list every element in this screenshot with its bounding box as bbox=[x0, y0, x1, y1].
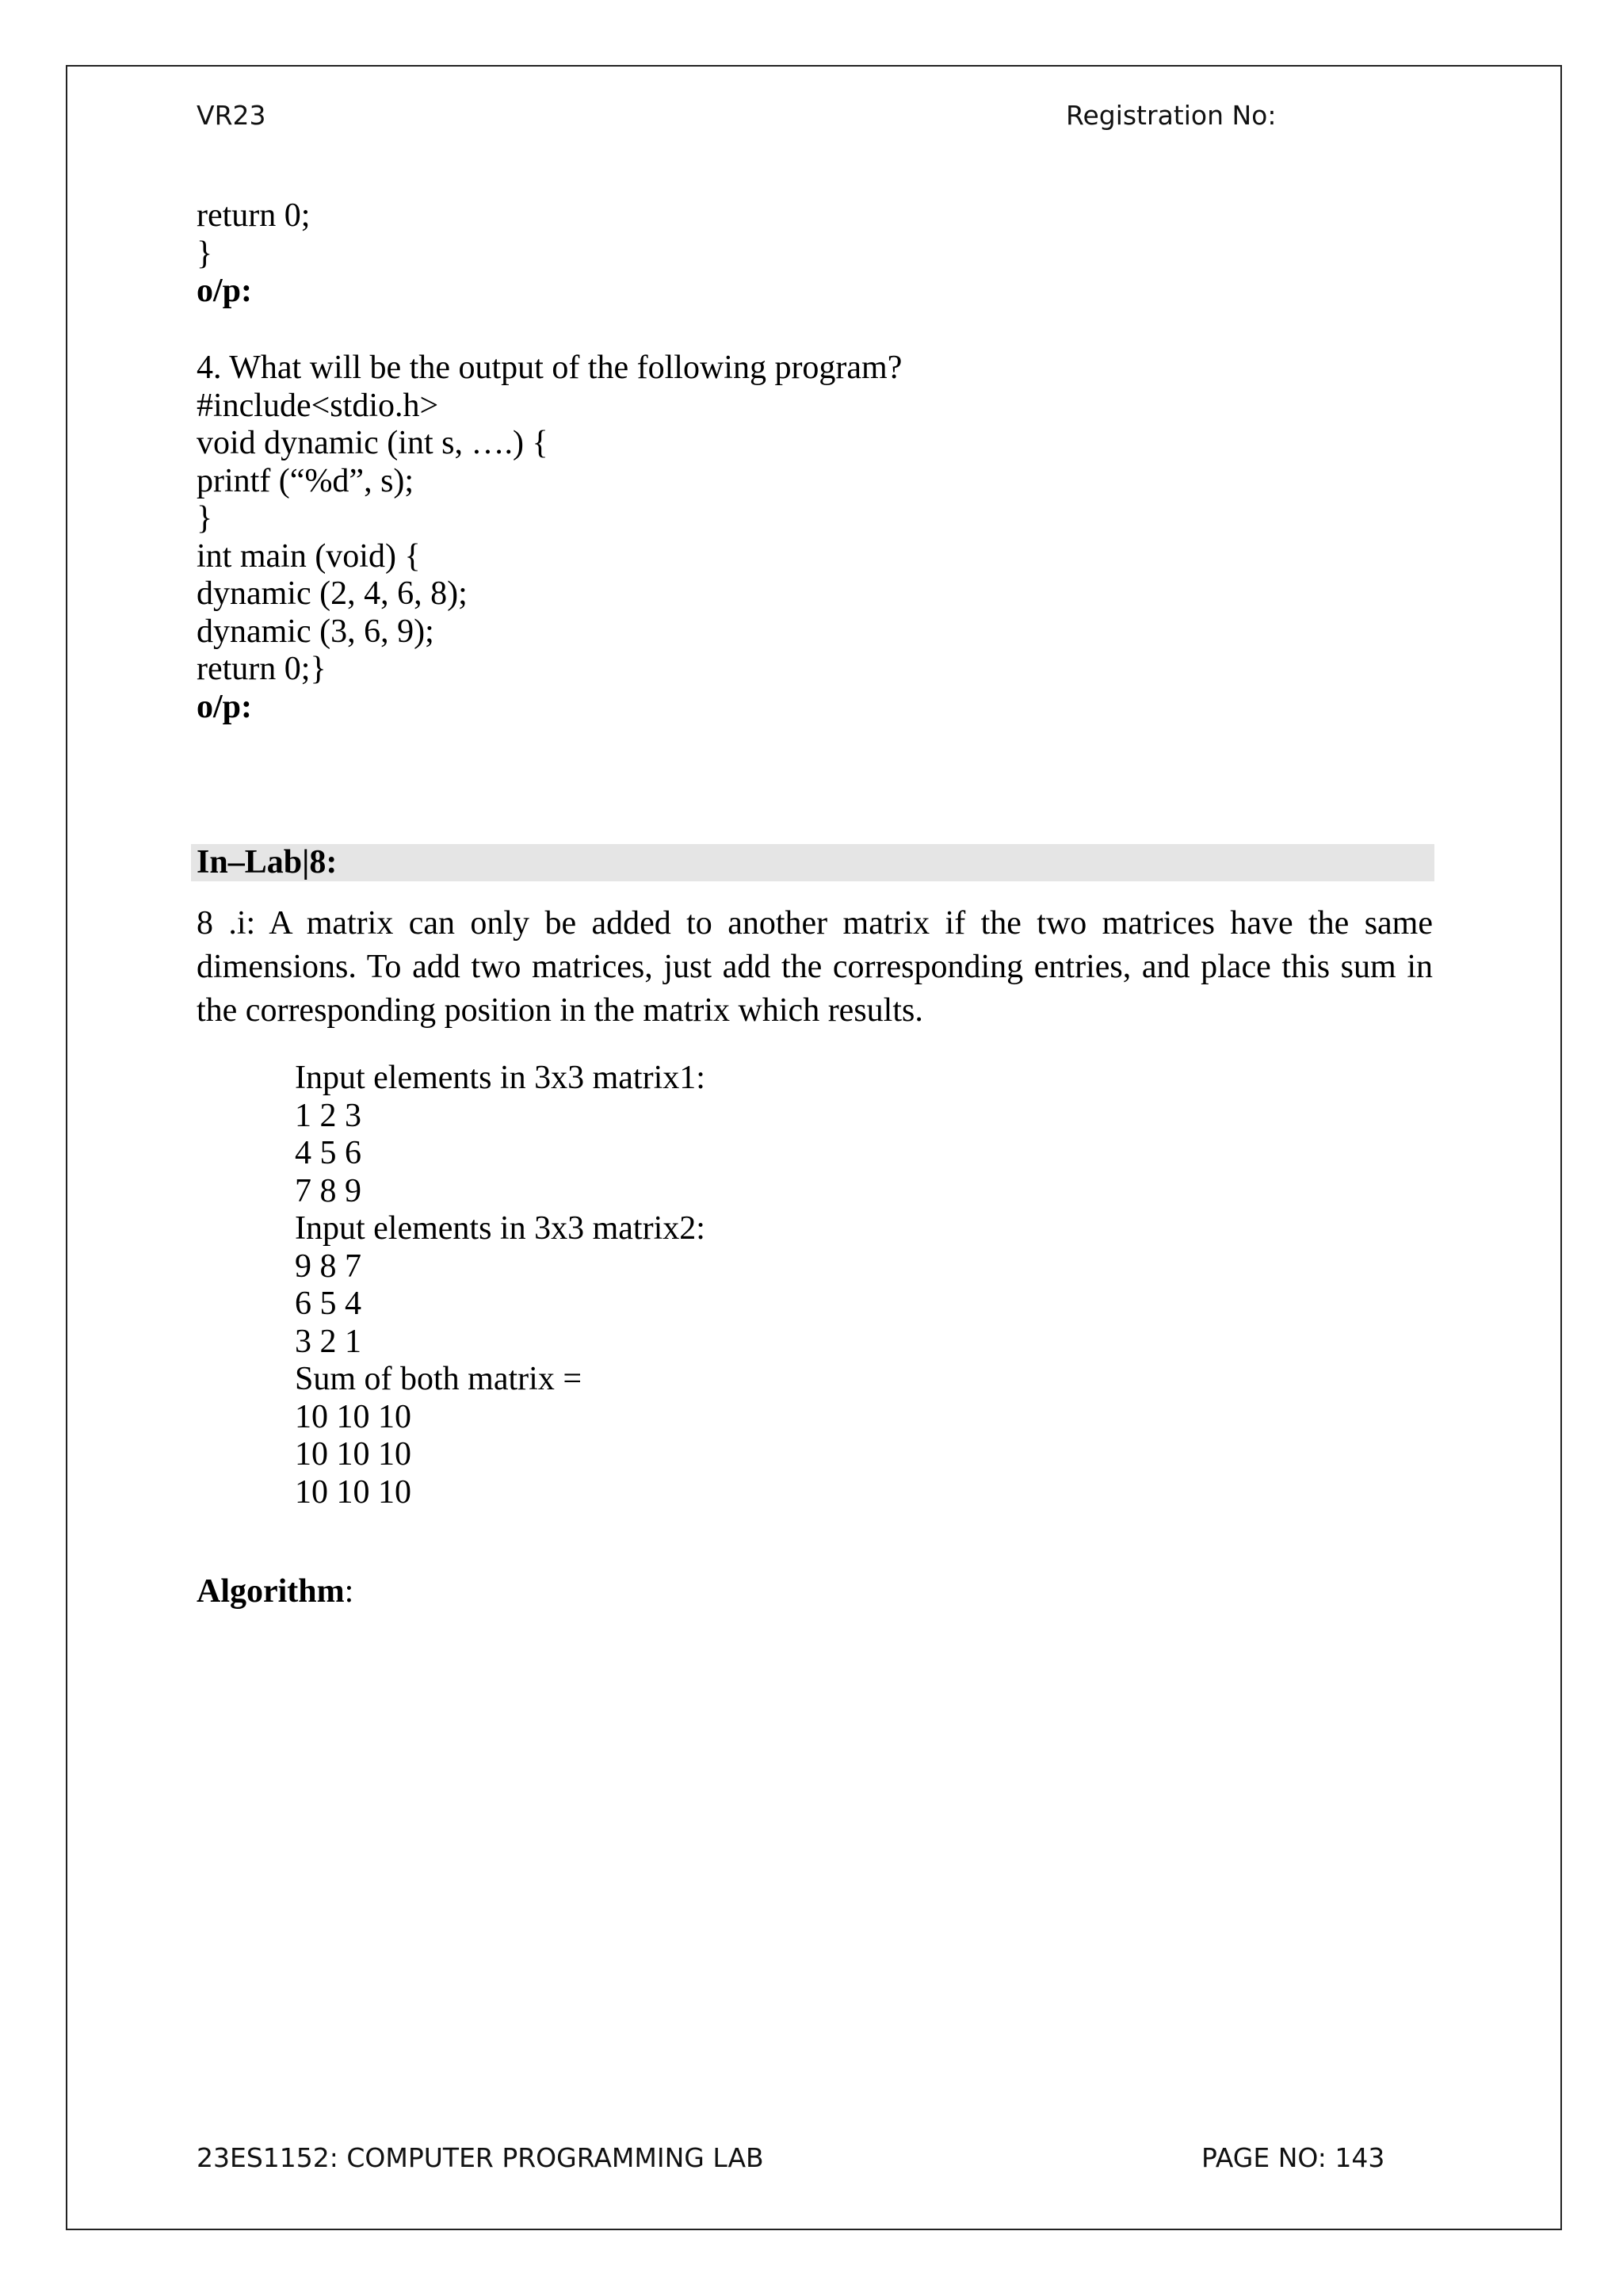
header-left: VR23 bbox=[197, 100, 266, 131]
example-line: 9 8 7 bbox=[295, 1247, 361, 1285]
algorithm-colon: : bbox=[344, 1573, 354, 1610]
code-line: } bbox=[197, 500, 213, 537]
code-line: return 0;} bbox=[197, 651, 327, 687]
section-header-bar bbox=[191, 844, 1434, 881]
code-line: dynamic (2, 4, 6, 8); bbox=[197, 575, 468, 612]
example-line: 4 5 6 bbox=[295, 1135, 361, 1171]
code-line: return 0; bbox=[197, 197, 311, 234]
problem-statement: 8 .i: A matrix can only be added to another matrix if the two matrices have the same dimensions. To add two matrices, just add the corresponding entries, and place this sum in the corresponding position in the matrix which results. bbox=[197, 905, 1433, 1029]
top-code-block bbox=[197, 197, 1433, 311]
code-line: printf (“%d”, s); bbox=[197, 462, 414, 499]
question-4-block bbox=[197, 350, 1433, 726]
example-io-block bbox=[295, 1060, 705, 1511]
code-line: int main (void) { bbox=[197, 537, 421, 575]
example-line: Input elements in 3x3 matrix2: bbox=[295, 1210, 705, 1247]
example-line: Sum of both matrix = bbox=[295, 1361, 582, 1397]
example-line: 7 8 9 bbox=[295, 1172, 361, 1209]
example-line: 1 2 3 bbox=[295, 1097, 361, 1134]
code-line: void dynamic (int s, ….) { bbox=[197, 425, 548, 461]
question-title: 4. What will be the output of the following program? bbox=[197, 350, 903, 386]
example-line: 10 10 10 bbox=[295, 1473, 411, 1511]
code-line: dynamic (3, 6, 9); bbox=[197, 613, 434, 650]
example-line: Input elements in 3x3 matrix1: bbox=[295, 1060, 705, 1096]
example-line: 10 10 10 bbox=[295, 1398, 411, 1435]
section-title: In–Lab|8: bbox=[197, 844, 338, 881]
example-line: 3 2 1 bbox=[295, 1323, 361, 1360]
output-label: o/p: bbox=[197, 273, 253, 309]
algorithm-label: Algorithm bbox=[197, 1573, 345, 1610]
code-line: #include<stdio.h> bbox=[197, 387, 439, 424]
footer-course: 23ES1152: COMPUTER PROGRAMMING LAB bbox=[197, 2142, 764, 2173]
output-label: o/p: bbox=[197, 688, 253, 725]
code-line: } bbox=[197, 235, 213, 272]
example-line: 6 5 4 bbox=[295, 1286, 361, 1322]
footer-page-number: PAGE NO: 143 bbox=[1201, 2142, 1385, 2173]
algorithm-heading bbox=[197, 1573, 353, 1611]
header-registration-label: Registration No: bbox=[1066, 100, 1277, 131]
example-line: 10 10 10 bbox=[295, 1436, 411, 1473]
